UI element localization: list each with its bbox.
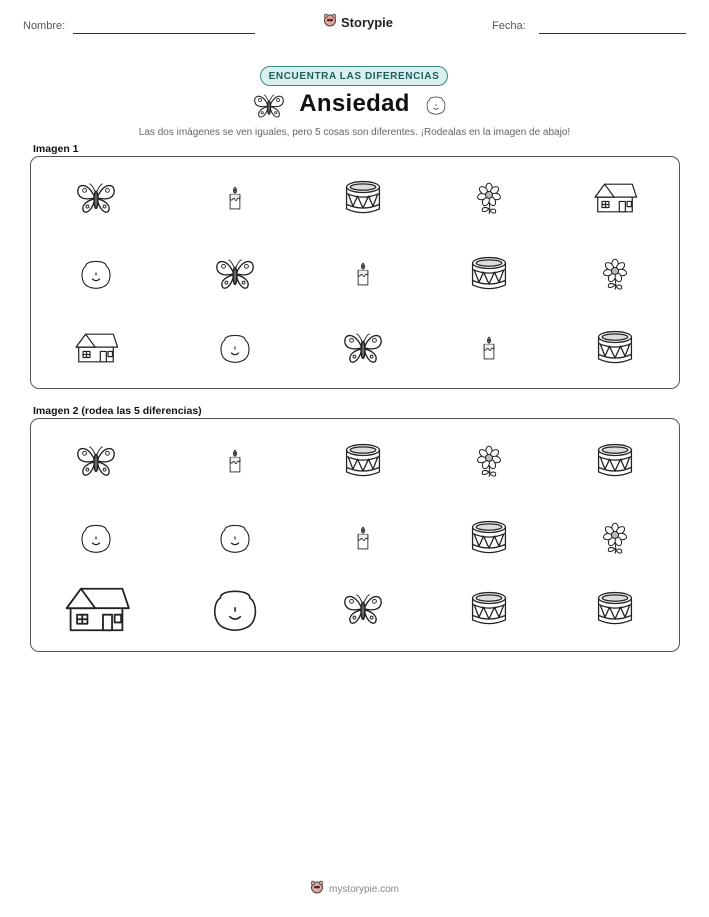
candle-icon (349, 251, 377, 297)
butterfly-icon[interactable] (340, 588, 386, 630)
drum-icon[interactable] (342, 439, 384, 483)
image1-panel (30, 156, 680, 389)
drum-icon[interactable] (594, 587, 636, 631)
drum-icon[interactable] (468, 587, 510, 631)
flower-icon (471, 174, 507, 222)
footer (0, 880, 709, 899)
drum-icon (594, 326, 636, 370)
storypie-logo-icon (310, 880, 324, 899)
blob-face-icon (78, 253, 114, 295)
butterfly-icon[interactable] (73, 440, 119, 482)
blob-face-icon[interactable] (78, 517, 114, 559)
name-line[interactable] (73, 33, 255, 34)
footer-site[interactable]: mystorypie.com (328, 884, 399, 895)
flower-icon[interactable] (597, 514, 633, 562)
drum-icon[interactable] (594, 439, 636, 483)
brand-name: Storypie (341, 15, 394, 30)
title-row (0, 90, 709, 124)
blob-face-icon[interactable] (217, 517, 253, 559)
house-icon (590, 179, 640, 217)
drum-icon (342, 176, 384, 220)
date-label: Fecha: (492, 20, 526, 32)
date-line[interactable] (539, 33, 686, 34)
butterfly-icon (340, 327, 386, 369)
house-icon[interactable] (59, 581, 134, 638)
candle-icon[interactable] (221, 438, 249, 484)
name-label: Nombre: (23, 20, 66, 32)
flower-icon[interactable] (471, 437, 507, 485)
candle-icon[interactable] (349, 515, 377, 561)
candle-icon (475, 325, 503, 371)
image2-label: Imagen 2 (rodea las 5 diferencias) (33, 405, 202, 417)
drum-icon (468, 252, 510, 296)
butterfly-icon (73, 177, 119, 219)
image1-label: Imagen 1 (33, 143, 79, 155)
blob-face-icon (217, 327, 253, 369)
blob-face-icon (426, 93, 446, 122)
activity-badge: ENCUENTRA LAS DIFERENCIAS (260, 66, 448, 86)
image2-panel[interactable] (30, 418, 680, 652)
storypie-logo-icon (323, 13, 337, 32)
brand (323, 13, 393, 32)
blob-face-icon[interactable] (209, 579, 261, 640)
drum-icon[interactable] (468, 516, 510, 560)
flower-icon (597, 250, 633, 298)
butterfly-icon (212, 253, 258, 295)
instructions: Las dos imágenes se ven iguales, pero 5 cosas son diferentes. ¡Rodealas en la imagen de abajo! (138, 127, 571, 138)
house-icon (71, 329, 121, 367)
page-title: Ansiedad (299, 90, 410, 117)
candle-icon (221, 175, 249, 221)
